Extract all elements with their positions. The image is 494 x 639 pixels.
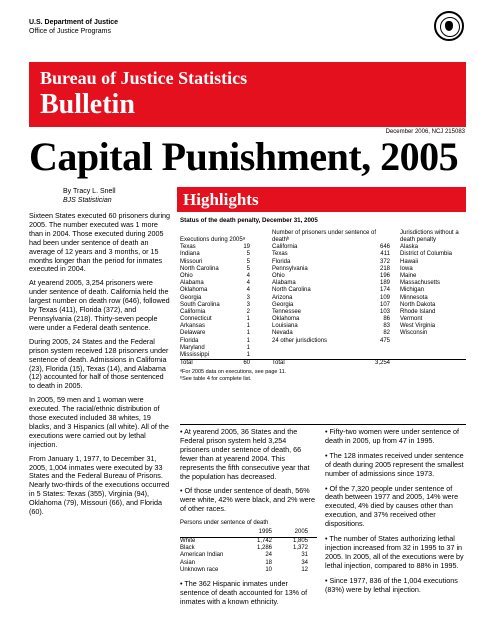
agency-header <box>29 18 118 36</box>
table-row <box>180 251 466 258</box>
left-paragraph: Sixteen States executed 60 prisoners during 2005. The number executed was 1 more than in 2004. Those executed during 2005 had been under sentence of death an average of 12 years and 3 months, or 15 months longer than the period for inmates executed in 2004. <box>29 211 171 274</box>
executions-state: Oklahoma <box>180 287 208 294</box>
race-table-header <box>180 529 317 537</box>
no-penalty-jurisdiction: District of Columbia <box>400 251 453 258</box>
table-row <box>180 280 466 287</box>
table-header <box>180 226 466 244</box>
highlight-bullet: • Of the 7,320 people under sentence of death between 1977 and 2005, 14% were executed, 4% died by causes other than execution, and 37% received other dispositions. <box>325 483 459 529</box>
table-row <box>180 244 466 251</box>
banner-bulletin: Bulletin <box>40 89 135 120</box>
count-1995: 18 <box>265 559 272 566</box>
author: By Tracy L. Snell <box>63 188 116 195</box>
table-row <box>180 302 466 309</box>
agency-name: U.S. Department of Justice <box>29 19 119 26</box>
prisoners-count: 196 <box>379 272 390 279</box>
count-1995: 1,742 <box>256 537 272 544</box>
prisoners-count: 218 <box>379 265 390 272</box>
year-header: 1995 <box>258 529 272 536</box>
no-penalty-jurisdiction: Alaska <box>400 244 419 251</box>
prisoners-jurisdiction: 24 other jurisdictions <box>272 337 328 344</box>
death-penalty-status-table <box>180 217 466 383</box>
executions-count: 4 <box>246 280 250 287</box>
highlight-bullet: • Since 1977, 836 of the 1,004 executions (83%) were by lethal injection. <box>325 575 458 594</box>
executions-count: 1 <box>246 323 250 330</box>
prisoners-jurisdiction: Tennessee <box>272 308 302 315</box>
table-caption: Status of the death penalty, December 31, 2005 <box>180 217 318 224</box>
prisoners-jurisdiction: Florida <box>272 258 291 265</box>
executions-count: 4 <box>246 287 250 294</box>
no-penalty-jurisdiction: Michigan <box>400 287 425 294</box>
prisoners-count: 109 <box>379 294 390 301</box>
table-row <box>180 287 466 294</box>
executions-state: North Carolina <box>180 265 219 272</box>
left-column <box>29 212 171 522</box>
table-row <box>180 323 466 330</box>
prisoners-jurisdiction: Nevada <box>272 330 293 337</box>
no-penalty-jurisdiction: Hawaii <box>400 258 419 265</box>
doj-seal-icon <box>434 11 464 41</box>
executions-state: Arkansas <box>180 323 206 330</box>
header-no-penalty: Jurisdictions without a death penalty <box>400 229 459 243</box>
executions-state: Connecticut <box>180 316 212 323</box>
prisoners-count: 82 <box>383 330 390 337</box>
executions-count: 1 <box>246 352 250 359</box>
race-label: White <box>180 537 196 544</box>
executions-state: Georgia <box>180 294 202 301</box>
count-1995: 1,286 <box>256 545 272 552</box>
divider <box>180 424 466 425</box>
executions-count: 5 <box>246 251 250 258</box>
prisoners-total-label: Total <box>272 360 285 367</box>
table-row <box>180 259 466 266</box>
race-table-row <box>180 567 317 574</box>
executions-count: 2 <box>246 308 250 315</box>
table-row <box>180 352 466 359</box>
no-penalty-jurisdiction: Maine <box>400 272 417 279</box>
race-table-caption: Persons under sentence of death <box>180 520 269 527</box>
executions-count: 5 <box>246 265 250 272</box>
executions-count: 3 <box>246 301 250 308</box>
prisoners-jurisdiction: Arizona <box>272 294 293 301</box>
highlight-bullet: • The number of States authorizing lethal injection increased from 32 in 1995 to 37 in 2005. In 2005, all of the executions were by lethal injection, compared to 88% in 1995. <box>325 534 464 570</box>
race-label: Asian <box>180 559 196 566</box>
prisoners-count: 411 <box>380 251 390 258</box>
highlight-bullet: • At yearend 2005, 36 States and the Federal prison system held 3,254 prisoners under sentence of death, 66 fewer than at yearend 2004. This represents the fifth consecutive year that the population has decreased. <box>180 427 310 481</box>
dateline: December 2006, NCJ 215083 <box>385 129 465 135</box>
no-penalty-jurisdiction: Massachusetts <box>400 280 441 287</box>
table-row <box>180 316 466 323</box>
prisoners-count: 372 <box>379 258 390 265</box>
executions-state: Mississippi <box>180 352 210 359</box>
table-row <box>180 273 466 280</box>
prisoners-jurisdiction: Alabama <box>272 280 296 287</box>
count-2005: 31 <box>301 552 308 559</box>
table-row <box>180 309 466 316</box>
agency-office: Office of Justice Programs <box>29 28 111 35</box>
table-row <box>180 345 466 352</box>
executions-count: 1 <box>246 330 250 337</box>
table-total-row <box>180 359 466 367</box>
highlight-bullet: • The 128 inmates received under sentence of death during 2005 represent the smallest number of admissions since 1973. <box>325 450 464 478</box>
table-row <box>180 295 466 302</box>
prisoners-count: 86 <box>383 316 390 323</box>
no-penalty-jurisdiction: Minnesota <box>400 294 428 301</box>
left-paragraph: From January 1, 1977, to December 31, 2005, 1,004 inmates were executed by 33 States and the Federal Bureau of Prisons. Nearly two-thirds of the executions occurred in 5 States: Texas (355), Virginia (94), Oklahoma (79), Missouri (66), and Florida (60). <box>29 453 170 517</box>
race-table-row <box>180 560 317 567</box>
executions-state: Indiana <box>180 251 200 258</box>
highlights-header <box>177 187 466 212</box>
left-paragraph: During 2005, 24 States and the Federal prison system received 128 prisoners under sentence of death. Admissions in California (23), Florida (15), Texas (14), and Alabama (12) accounted for half of those sentenced to death in 2005. <box>29 336 169 391</box>
executions-state: Missouri <box>180 258 203 265</box>
left-paragraph: At yearend 2005, 3,254 prisoners were under sentence of death. California held the largest number on death row (646), followed by Texas (411), Florida (372), and Pennsylvania (218). Thirty-seven people were under a Federal death sentence. <box>29 278 170 332</box>
race-label: Black <box>180 545 195 552</box>
prisoners-jurisdiction: Pennsylvania <box>272 265 308 272</box>
prisoners-count: 174 <box>379 287 390 294</box>
race-table-row <box>180 545 317 552</box>
prisoners-count: 107 <box>379 301 390 308</box>
executions-state: California <box>180 308 206 315</box>
table-row <box>180 338 466 345</box>
no-penalty-jurisdiction: Iowa <box>400 265 413 272</box>
count-2005: 34 <box>301 559 308 566</box>
prisoners-jurisdiction: Georgia <box>272 301 294 308</box>
count-1995: 24 <box>265 552 272 559</box>
highlight-bullet: • Fifty-two women were under sentence of death in 2005, up from 47 in 1995. <box>325 427 459 445</box>
prisoners-jurisdiction: North Carolina <box>272 287 311 294</box>
executions-total-value: 60 <box>243 360 250 367</box>
prisoners-count: 646 <box>379 244 390 251</box>
header-executions: Executions during 2005ᵃ <box>180 237 245 243</box>
highlights-title: Highlights <box>183 190 259 209</box>
executions-state: South Carolina <box>180 301 220 308</box>
executions-count: 3 <box>246 294 250 301</box>
executions-count: 1 <box>246 316 250 323</box>
no-penalty-jurisdiction: Wisconsin <box>400 330 428 337</box>
table-body <box>180 244 466 359</box>
highlight-bullet: • Of those under sentence of death, 56% were white, 42% were black, and 2% were of other races. <box>180 486 316 514</box>
no-penalty-jurisdiction: West Virginia <box>400 323 436 330</box>
highlights-right-column <box>325 428 466 601</box>
page-title: Capital Punishment, 2005 <box>29 134 459 179</box>
prisoners-count: 83 <box>383 323 390 330</box>
table-footnotes <box>180 369 466 382</box>
prisoners-jurisdiction: California <box>272 244 298 251</box>
no-penalty-jurisdiction: Vermont <box>400 316 423 323</box>
executions-state: Maryland <box>180 344 205 351</box>
count-2005: 12 <box>301 566 308 573</box>
no-penalty-jurisdiction: Rhode Island <box>400 308 436 315</box>
executions-state: Texas <box>180 244 196 251</box>
executions-state: Florida <box>180 337 199 344</box>
table-row <box>180 266 466 273</box>
prisoners-jurisdiction: Oklahoma <box>272 316 300 323</box>
executions-state: Alabama <box>180 280 204 287</box>
executions-state: Delaware <box>180 330 206 337</box>
no-penalty-jurisdiction: North Dakota <box>400 301 436 308</box>
prisoners-jurisdiction: Ohio <box>272 272 285 279</box>
footnote: ᵃFor 2005 data on executions, see page 11. <box>180 369 287 376</box>
banner-agency: Bureau of Justice Statistics <box>40 68 248 88</box>
highlights-middle-column <box>180 428 317 613</box>
prisoners-jurisdiction: Louisiana <box>272 323 298 330</box>
executions-count: 1 <box>246 337 250 344</box>
bulletin-banner <box>29 62 466 127</box>
executions-count: 19 <box>243 244 250 251</box>
executions-count: 1 <box>246 344 250 351</box>
count-1995: 10 <box>265 566 272 573</box>
prisoners-count: 103 <box>379 308 390 315</box>
prisoners-count: 475 <box>379 337 390 344</box>
year-header: 2005 <box>294 529 308 536</box>
executions-state: Ohio <box>180 272 193 279</box>
executions-count: 5 <box>246 258 250 265</box>
highlight-bullet: • The 362 Hispanic inmates under sentence of death accounted for 13% of inmates with a known ethnicity. <box>180 579 308 607</box>
race-table <box>180 520 317 574</box>
byline <box>63 187 116 205</box>
author-role: BJS Statistician <box>63 197 112 204</box>
header-prisoners: Number of prisoners under sentence of deathᵇ <box>272 229 377 243</box>
prisoners-jurisdiction: Texas <box>272 251 288 258</box>
footnote: ᵇSee table 4 for complete list. <box>180 375 252 382</box>
race-table-row <box>180 552 317 559</box>
left-paragraph: In 2005, 59 men and 1 woman were executed. The racial/ethnic distribution of those executed included 38 whites, 19 blacks, and 3 Hispanics (all white). All of the executions were carried out by lethal injection. <box>29 395 169 449</box>
table-row <box>180 330 466 337</box>
race-table-body <box>180 538 317 574</box>
prisoners-count: 189 <box>379 280 390 287</box>
count-2005: 1,372 <box>292 545 308 552</box>
race-label: American Indian <box>180 552 224 559</box>
executions-total-label: Total <box>180 360 193 367</box>
prisoners-total-value: 3,254 <box>374 360 390 367</box>
race-label: Unknown race <box>180 566 219 573</box>
executions-count: 4 <box>246 272 250 279</box>
race-table-row <box>180 538 317 545</box>
count-2005: 1,805 <box>292 537 308 544</box>
